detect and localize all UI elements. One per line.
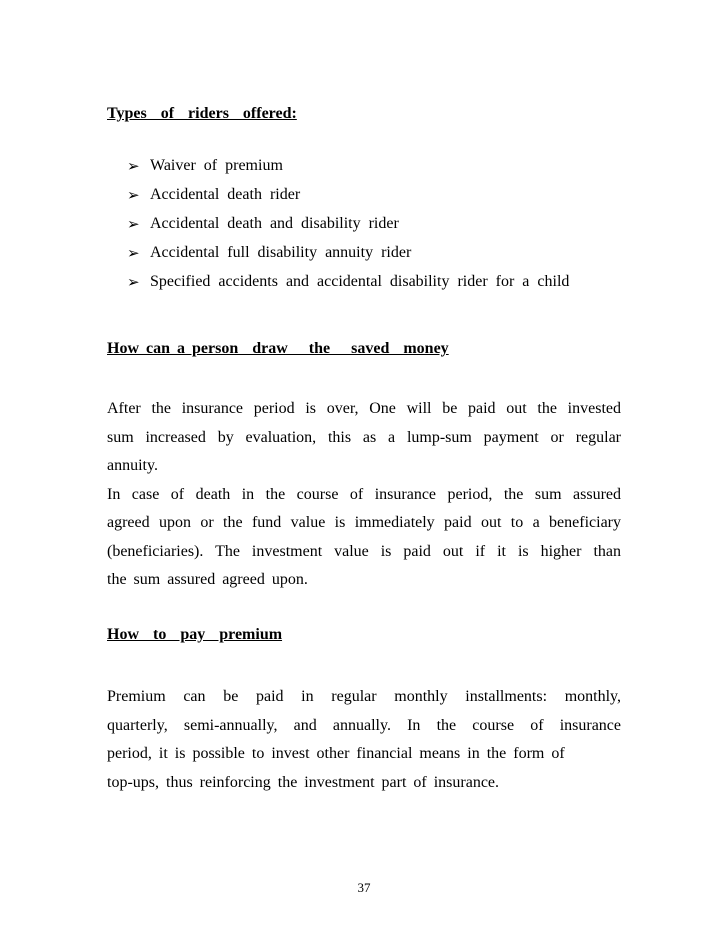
paragraph-line: In case of death in the course of insurance period, the sum assured bbox=[107, 485, 621, 503]
paragraph-line: (beneficiaries). The investment value is paid out if it is higher than bbox=[107, 542, 621, 560]
list-item bbox=[127, 214, 569, 243]
riders-list bbox=[127, 156, 569, 301]
arrow-bullet-icon: ➢ bbox=[127, 244, 140, 262]
paragraph-line: agreed upon or the fund value is immediately paid out to a beneficiary bbox=[107, 514, 621, 531]
paragraph-line: period, it is possible to invest other financial means in the form of bbox=[107, 745, 565, 762]
paragraph-line: After the insurance period is over, One will be paid out the invested bbox=[107, 400, 621, 417]
list-item-text: Specified accidents and accidental disability rider for a child bbox=[150, 273, 570, 290]
list-item bbox=[127, 156, 569, 185]
paragraph-line: the sum assured agreed upon. bbox=[107, 571, 308, 588]
list-item bbox=[127, 185, 569, 214]
paragraph-line: quarterly, semi-annually, and annually. In the course of insurance bbox=[107, 716, 621, 734]
paragraph-line: Premium can be paid in regular monthly installments: monthly, bbox=[107, 688, 621, 705]
list-item-text: Accidental death rider bbox=[150, 186, 301, 203]
draw-money-paragraph bbox=[107, 395, 621, 595]
arrow-bullet-icon: ➢ bbox=[127, 186, 140, 204]
riders-heading: Types of riders offered: bbox=[107, 105, 297, 122]
arrow-bullet-icon: ➢ bbox=[127, 273, 140, 291]
list-item-text: Accidental death and disability rider bbox=[150, 215, 399, 232]
list-item-text: Accidental full disability annuity rider bbox=[150, 244, 412, 261]
pay-premium-heading: How to pay premium bbox=[107, 626, 283, 643]
list-item-text: Waiver of premium bbox=[150, 157, 283, 174]
pay-premium-paragraph bbox=[107, 683, 621, 797]
list-item bbox=[127, 272, 569, 301]
paragraph-line: sum increased by evaluation, this as a lump-sum payment or regular bbox=[107, 428, 621, 446]
paragraph-line: annuity. bbox=[107, 457, 158, 474]
page-number: 37 bbox=[357, 880, 371, 895]
arrow-bullet-icon: ➢ bbox=[127, 157, 140, 175]
arrow-bullet-icon: ➢ bbox=[127, 215, 140, 233]
paragraph-line: top-ups, thus reinforcing the investment part of insurance. bbox=[107, 773, 500, 791]
draw-money-heading: How can a person draw the saved money bbox=[107, 340, 449, 357]
list-item bbox=[127, 243, 569, 272]
